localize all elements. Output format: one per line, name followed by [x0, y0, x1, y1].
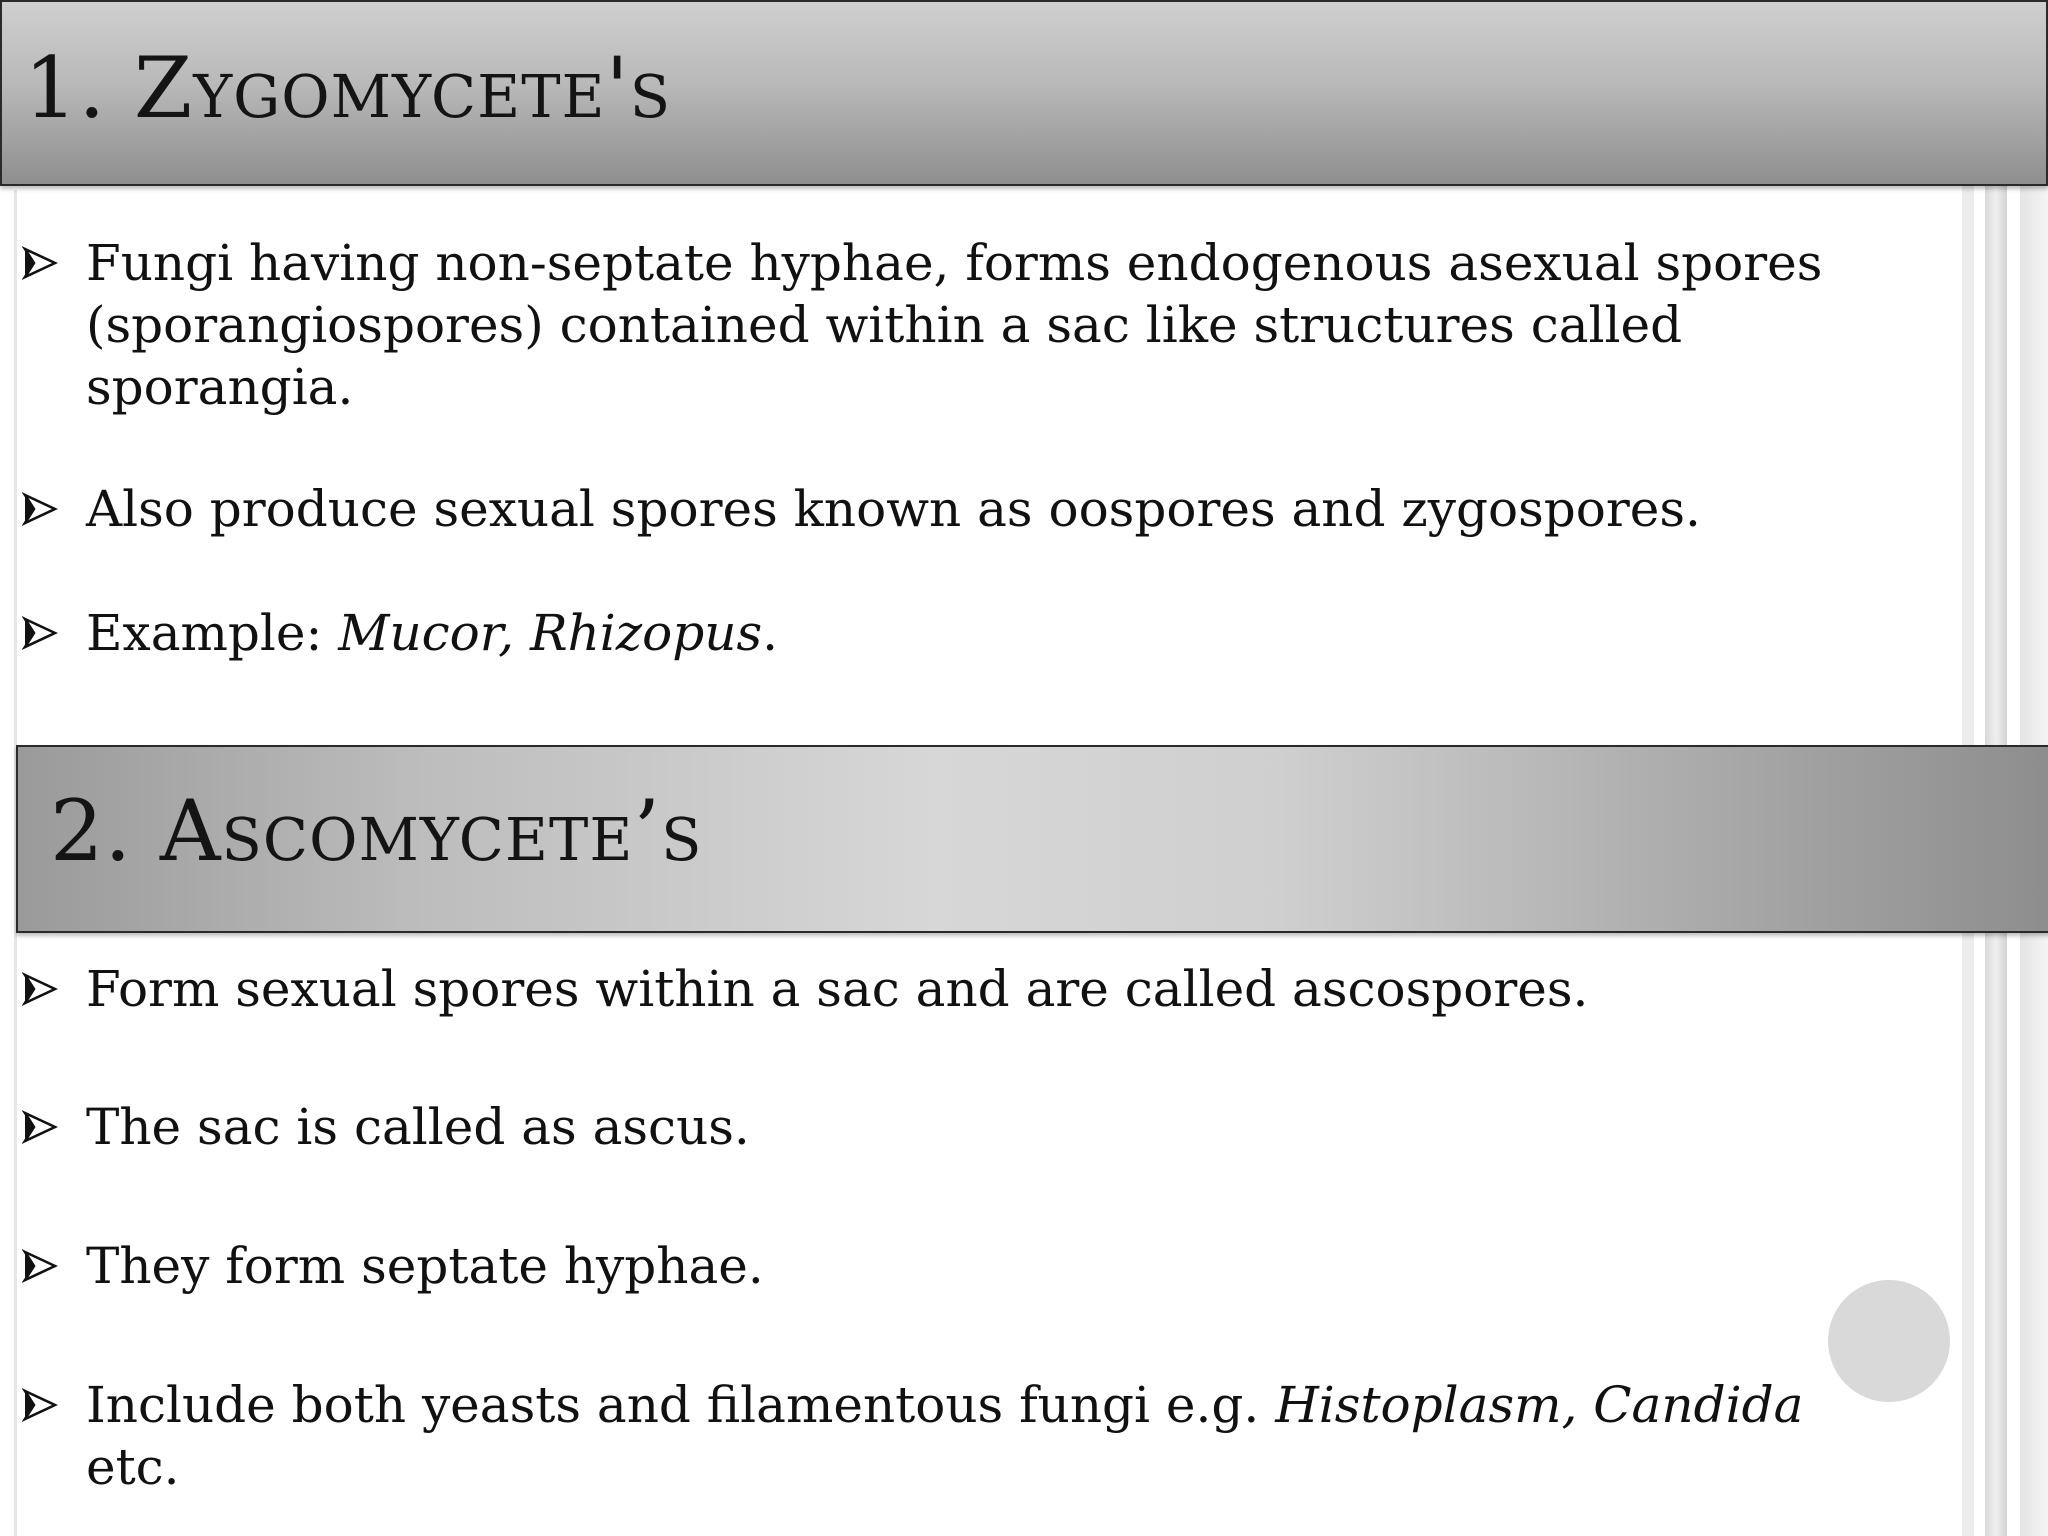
- bullet-text: Also produce sexual spores known as oospores and zygospores.: [86, 480, 1701, 538]
- arrow-bullet-icon: [22, 245, 58, 281]
- bullet-text-prefix: Example:: [86, 604, 339, 662]
- arrow-bullet-icon: [22, 1109, 58, 1145]
- bullet-text-suffix: etc.: [86, 1438, 180, 1496]
- arrow-bullet-icon: [22, 615, 58, 651]
- section-1-heading-bar: [0, 0, 2048, 186]
- bullet-text: [86, 1374, 1882, 1498]
- arrow-bullet-icon: [22, 491, 58, 527]
- arrow-bullet-icon: [22, 971, 58, 1007]
- bullet-text-prefix: Include both yeasts and filamentous fungi e.g.: [86, 1376, 1276, 1434]
- list-item: [22, 1374, 1882, 1498]
- bullet-text: Fungi having non-septate hyphae, forms endogenous asexual spores (sporangiospores) contained within a sac like structures called sporangia.: [86, 234, 1823, 416]
- list-item: [22, 478, 1902, 540]
- bullet-text-italic: Histoplasm, Candida: [1275, 1376, 1804, 1434]
- section-1-title: 1. Zygomycete's: [24, 39, 672, 137]
- bullet-text: They form septate hyphae.: [86, 1237, 764, 1295]
- bullet-text: Form sexual spores within a sac and are called ascospores.: [86, 960, 1589, 1018]
- list-item: [22, 602, 1902, 664]
- list-item: [22, 1096, 1902, 1158]
- list-item: [22, 1235, 1902, 1297]
- bullet-text: The sac is called as ascus.: [86, 1098, 750, 1156]
- bullet-text: [86, 602, 1902, 664]
- section-2-heading-bar: [16, 745, 2048, 933]
- bullet-text-suffix: .: [762, 604, 779, 662]
- section-2-title: 2. Ascomycete’s: [50, 782, 703, 880]
- list-item: [22, 958, 1902, 1020]
- arrow-bullet-icon: [22, 1248, 58, 1284]
- list-item: [22, 232, 1902, 418]
- bullet-text-italic: Mucor, Rhizopus: [338, 604, 763, 662]
- arrow-bullet-icon: [22, 1387, 58, 1423]
